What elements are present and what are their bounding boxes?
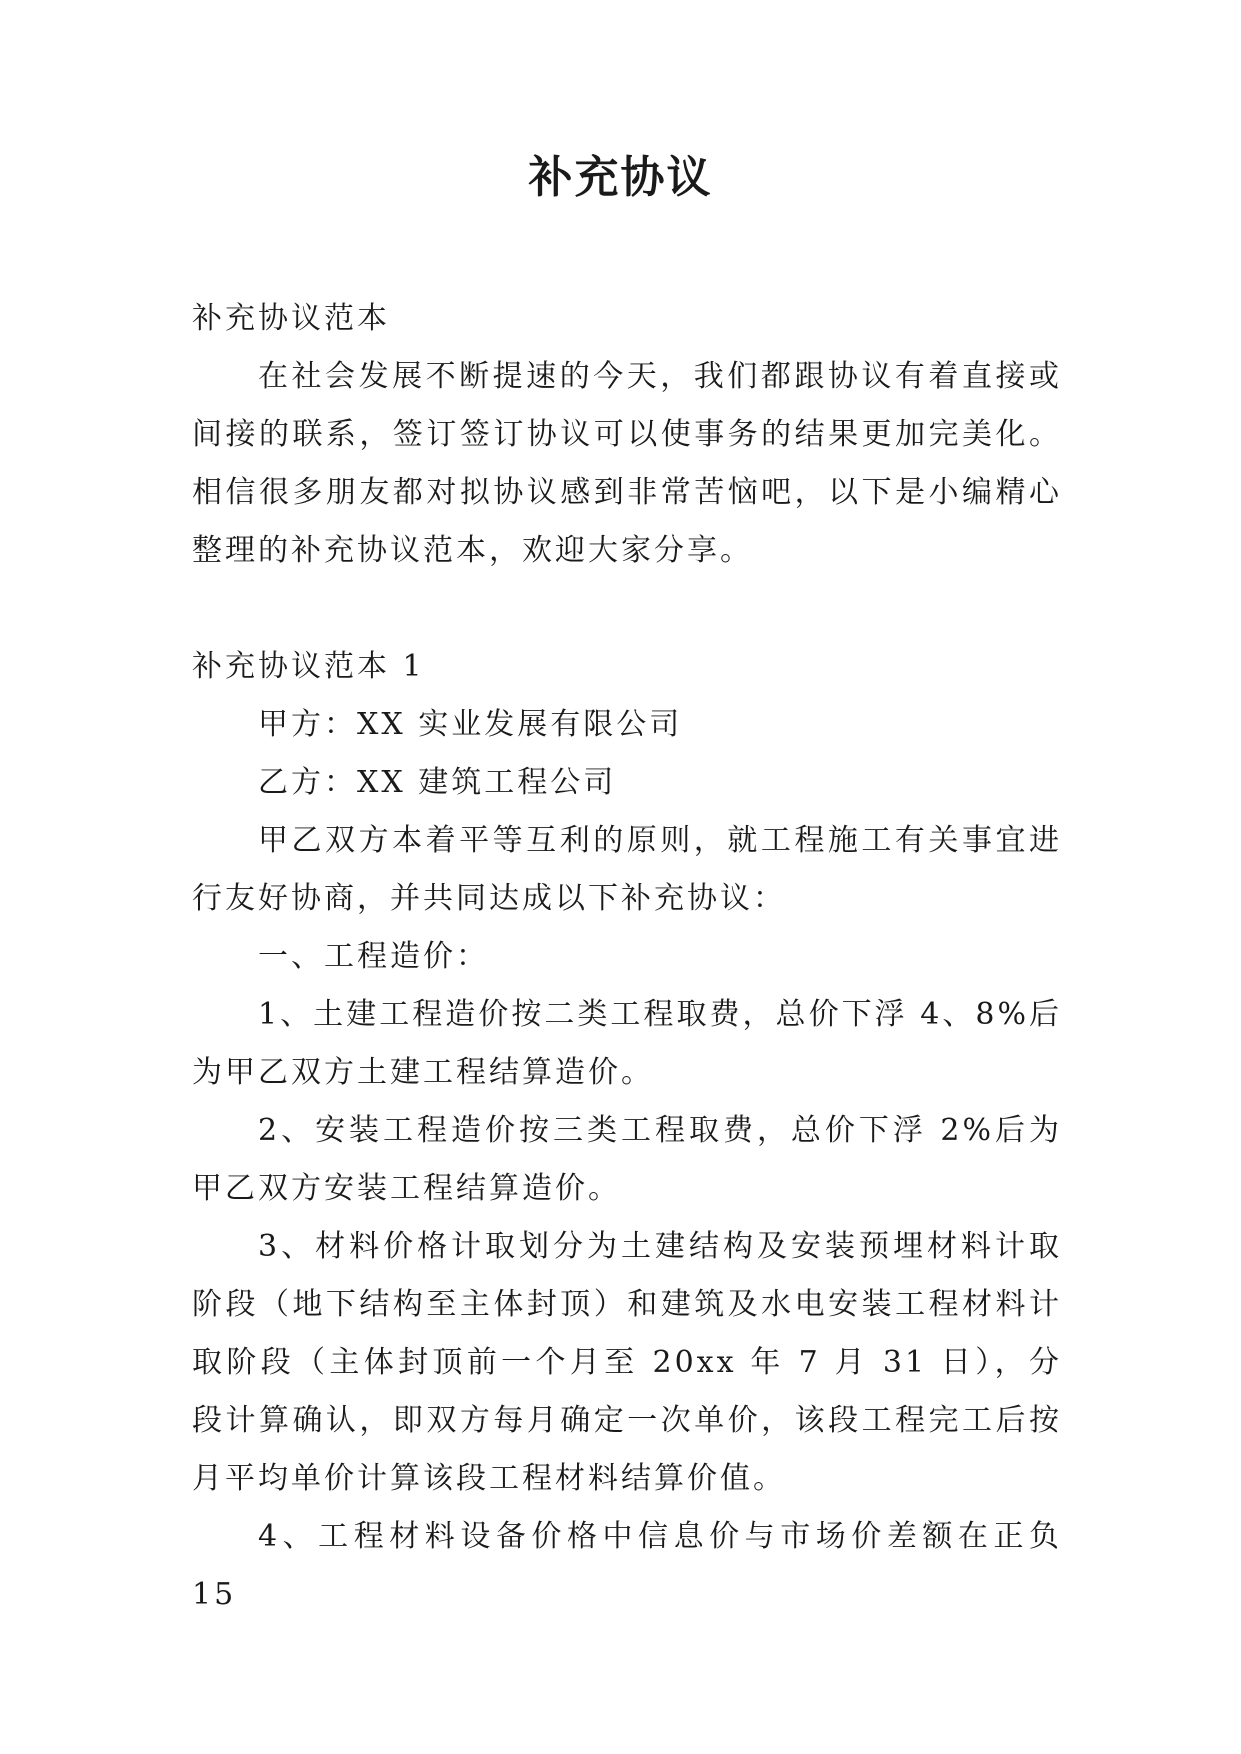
clause-item-2: 2、安装工程造价按三类工程取费，总价下浮 2%后为甲乙双方安装工程结算造价。 [192, 1113, 1062, 1206]
document-title: 补充协议 [528, 152, 713, 203]
clause-item-3: 3、材料价格计取划分为土建结构及安装预埋材料计取阶段（地下结构至主体封顶）和建筑及水电安装工程材料计取阶段（主体封顶前一个月至 20xx 年 7 月 31 日），分段计算确认，即双方每月确定一次单价，该段工程完工后按月平均单价计算该段工程材料结算价值。 [192, 1229, 1062, 1496]
section-heading-template: 补充协议范本 [192, 301, 390, 336]
preamble-paragraph: 甲乙双方本着平等互利的原则，就工程施工有关事宜进行友好协商，并共同达成以下补充协议： [192, 823, 1062, 916]
clause-item-1: 1、土建工程造价按二类工程取费，总价下浮 4、8%后为甲乙双方土建工程结算造价。 [192, 997, 1062, 1090]
party-a-line: 甲方：XX 实业发展有限公司 [258, 707, 683, 742]
document-body [192, 290, 1062, 1624]
section-heading-template-1: 补充协议范本 1 [192, 649, 425, 684]
intro-paragraph: 在社会发展不断提速的今天，我们都跟协议有着直接或间接的联系，签订签订协议可以使事务的结果更加完美化。相信很多朋友都对拟协议感到非常苦恼吧，以下是小编精心整理的补充协议范本，欢迎大家分享。 [192, 359, 1062, 568]
party-b-line: 乙方：XX 建筑工程公司 [258, 765, 617, 800]
clause-item-4: 4、工程材料设备价格中信息价与市场价差额在正负 15 [192, 1519, 1062, 1612]
clause-heading-cost: 一、工程造价： [258, 939, 489, 974]
